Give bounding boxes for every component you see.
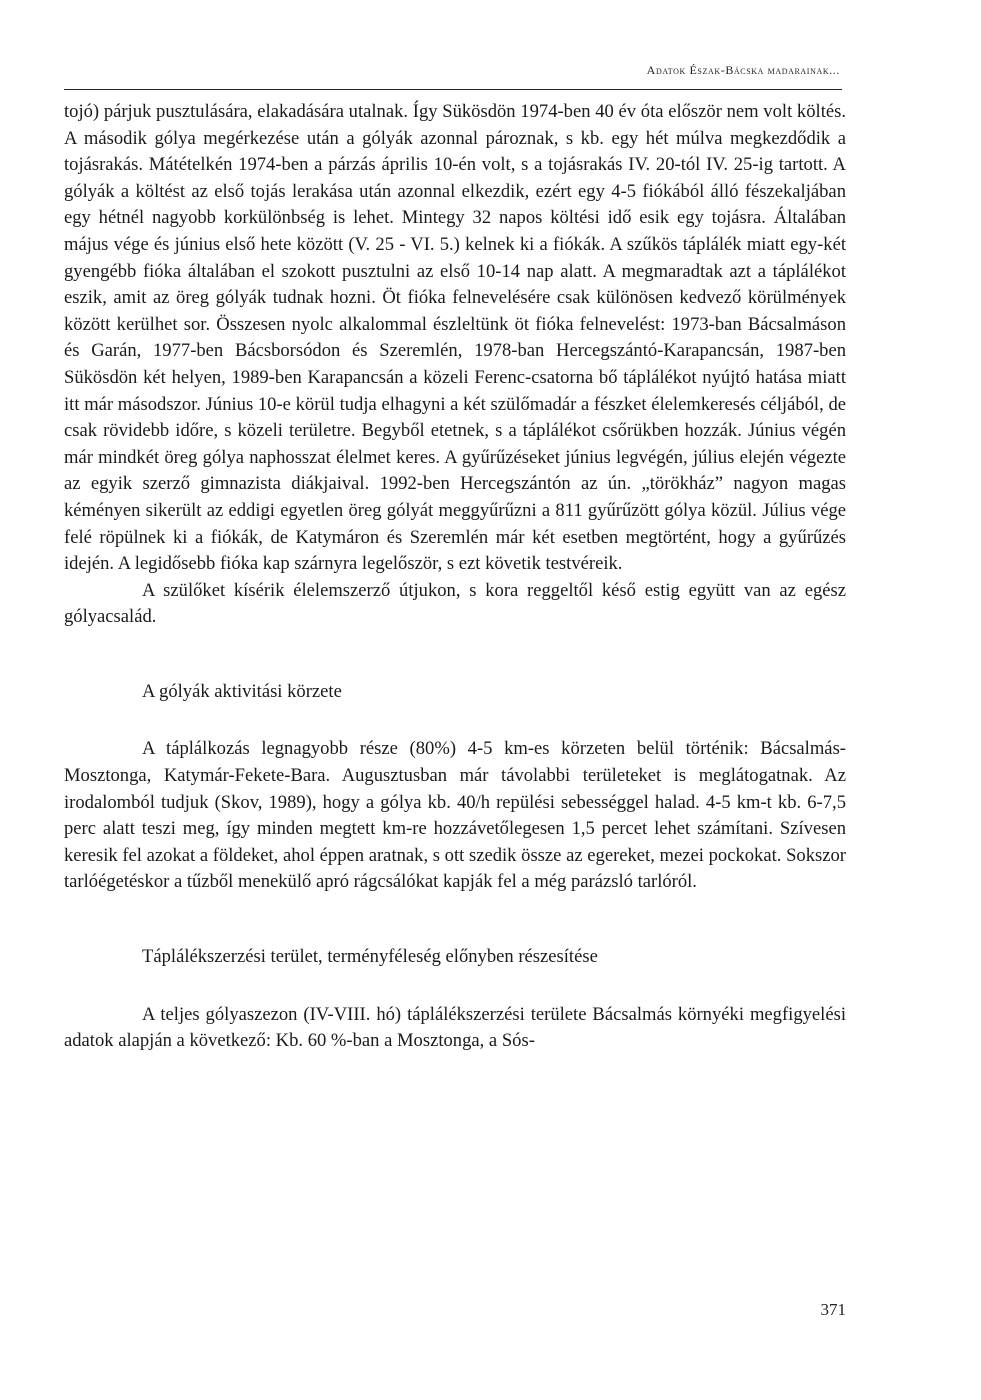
section-heading-activity-range: A gólyák aktivitási körzete (142, 680, 342, 702)
paragraph-family-foraging: A szülőket kísérik élelemszerző útjukon, s kora reggeltől késő estig együtt van az egész gólyacsalád. (64, 579, 846, 628)
page-number: 371 (820, 1300, 846, 1319)
body-text (64, 99, 846, 1055)
paragraph-feeding-area: A teljes gólyaszezon (IV-VIII. hó) táplálékszerzési területe Bácsalmás környéki megfigyelési adatok alapján a következő: Kb. 60 %-ban a Mosztonga, a Sós- (64, 1003, 846, 1052)
running-header: Adatok Észak-Bácska madarainak... (646, 63, 840, 77)
header-rule (64, 89, 842, 90)
paragraph-nesting-continuation: tojó) párjuk pusztulására, elakadására utalnak. Így Sükösdön 1974-ben 40 év óta először nem volt költés. A második gólya megérkezése után a gólyák azonnal pároznak, s kb. egy hét múlva megkezdődik a tojásrakás. Mátételkén 1974-ben a párzás április 10-én volt, s a tojásrakás IV. 20-tól IV. 25-ig tartott. A gólyák a költést az első tojás lerakása után azonnal elkezdik, ezért egy 4-5 fiókából álló fészekaljában egy hétnél nagyobb korkülönbség is lehet. Mintegy 32 napos költési idő esik egy tojásra. Általában május vége és június első hete között (V. 25 - VI. 5.) kelnek ki a fiókák. A szűkös táplálék miatt egy-két gyengébb fióka általában el szokott pusztulni az első 10-14 nap alatt. A megmaradtak azt a táplálékot eszik, amit az öreg gólyák tudnak hozni. Öt fióka felnevelésére csak különösen kedvező körülmények között kerülhet sor. Összesen nyolc alkalommal észleltünk öt fióka felnevelést: 1973-ban Bácsalmáson és Garán, 1977-ben Bácsborsódon és Szeremlén, 1978-ban Hercegszántó-Karapancsán, 1987-ben Sükösdön két helyen, 1989-ben Karapancsán a közeli Ferenc-csatorna bő táplálékot nyújtó hatása miatt itt már másodszor. Június 10-e körül tudja elhagyni a két szülőmadár a fészket élelemkeresés céljából, de csak rövidebb időre, s közeli területre. Begyből etetnek, s a táplálékot csőrükben hozzák. Június végén már mindkét öreg gólya naphosszat élelmet keres. A gyűrűzéseket június legvégén, július elején végezte az egyik szerző gimnazista diákjaival. 1992-ben Hercegszántón az ún. „törökház” nagyon magas kéményen sikerült az eddigi egyetlen öreg gólyát meggyűrűzni a 811 gyűrűzött gólya közül. Július vége felé röpülnek ki a fiókák, de Katymáron és Szeremlén már két esetben megtörtént, hogy a gyűrűzés idején. A legidősebb fióka kap szárnyra legelőször, s ezt követik testvéreik. (64, 101, 846, 575)
section-heading-feeding-area: Táplálékszerzési terület, terményféleség előnyben részesítése (142, 946, 598, 968)
paragraph-activity-range: A táplálkozás legnagyobb része (80%) 4-5 km-es körzeten belül történik: Bácsalmás-Mosztonga, Katymár-Fekete-Bara. Augusztusban már távolabbi területeket is meglátogatnak. Az irodalomból tudjuk (Skov, 1989), hogy a gólya kb. 40/h repülési sebességgel halad. 4-5 km-t kb. 6-7,5 perc alatt teszi meg, így minden megtett km-re hozzávetőlegesen 1,5 percet lehet számítani. Szívesen keresik fel azokat a földeket, ahol éppen aratnak, s ott szedik össze az egereket, mezei pockokat. Sokszor tarlóégetéskor a tűzből menekülő apró rágcsálókat kapják fel a még parázsló tarlóról. (64, 738, 846, 893)
